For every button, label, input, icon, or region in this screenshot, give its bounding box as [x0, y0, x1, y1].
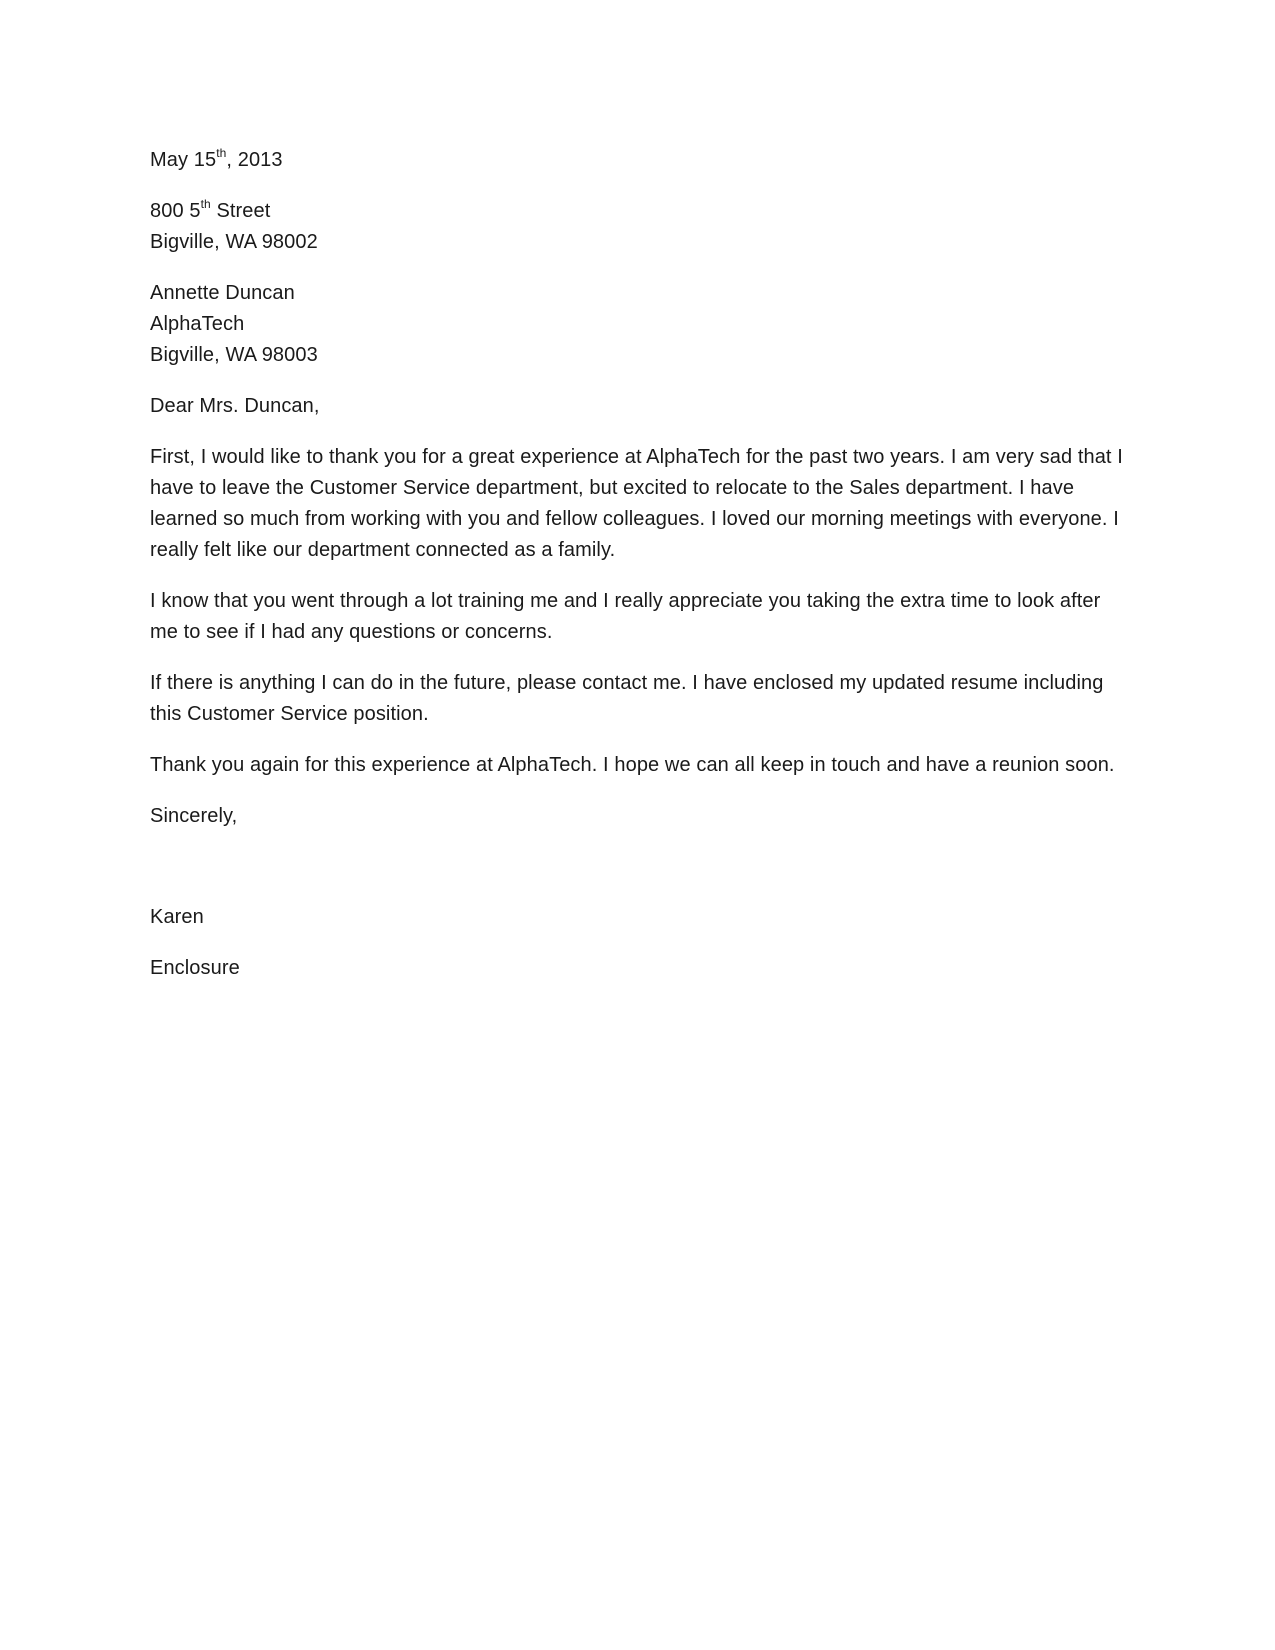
date-text: May 15	[150, 149, 217, 171]
letter-date	[150, 145, 1125, 176]
salutation: Dear Mrs. Duncan,	[150, 395, 320, 417]
sender-street	[150, 196, 1125, 227]
letter-body	[150, 145, 1125, 1004]
sender-street-number: 800 5	[150, 200, 201, 222]
street-ordinal-suffix: th	[200, 197, 211, 211]
sender-address	[150, 196, 1125, 258]
sender-street-name: Street	[210, 200, 271, 222]
enclosure-note: Enclosure	[150, 957, 240, 979]
body-paragraph-4: Thank you again for this experience at AlphaTech. I hope we can all keep in touch and have a reunion soon.	[150, 754, 1115, 776]
closing: Sincerely,	[150, 805, 238, 827]
body-paragraph-3: If there is anything I can do in the future, please contact me. I have enclosed my updated resume including this Customer Service position.	[150, 672, 1104, 725]
recipient-address	[150, 278, 1125, 371]
sender-city: Bigville, WA 98002	[150, 231, 318, 253]
recipient-company: AlphaTech	[150, 313, 245, 335]
body-paragraph-2: I know that you went through a lot training me and I really appreciate you taking the extra time to look after me to see if I had any questions or concerns.	[150, 590, 1101, 643]
date-year: , 2013	[226, 149, 283, 171]
recipient-city: Bigville, WA 98003	[150, 344, 318, 366]
signer-name: Karen	[150, 906, 204, 928]
body-paragraph-1: First, I would like to thank you for a great experience at AlphaTech for the past two years. I am very sad that I have to leave the Customer Service department, but excited to relocate to the Sales department. I have learned so much from working with you and fellow colleagues. I loved our morning meetings with everyone. I really felt like our department connected as a family.	[150, 446, 1123, 561]
recipient-name: Annette Duncan	[150, 282, 295, 304]
date-ordinal-suffix: th	[216, 146, 227, 160]
